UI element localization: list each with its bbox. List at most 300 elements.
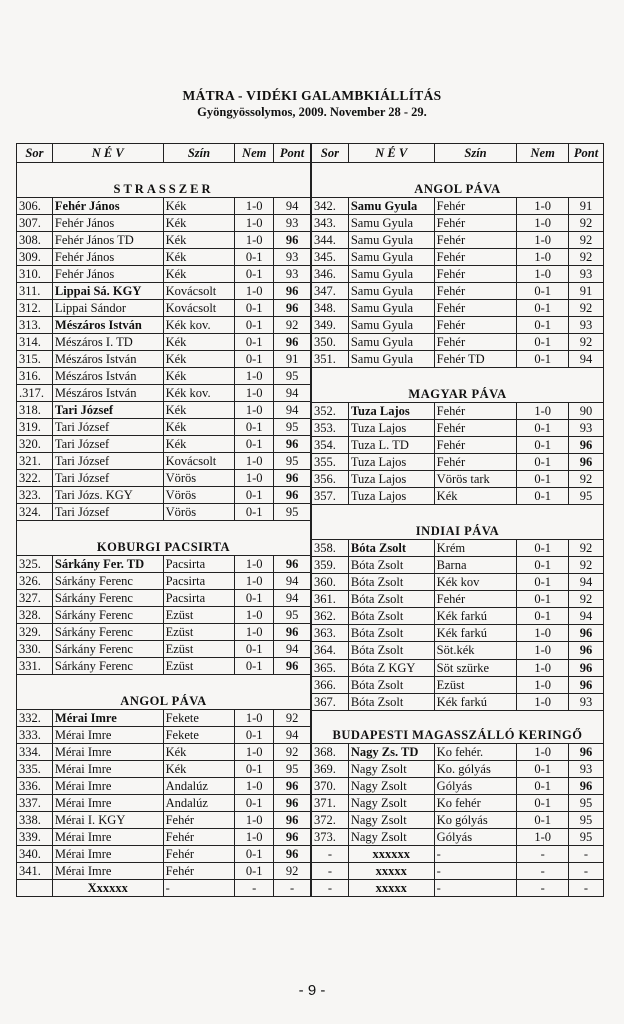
cell-pont: 96: [274, 778, 311, 795]
cell-nem: 1-0: [517, 659, 569, 676]
cell-sor: 362.: [312, 608, 349, 625]
cell-pont: 91: [569, 283, 604, 300]
cell-nem: 0-1: [235, 590, 274, 607]
section-title: KOBURGI PACSIRTA: [17, 521, 311, 556]
cell-szin: Fehér: [434, 437, 517, 454]
cell-pont: 92: [569, 591, 604, 608]
cell-sor: 316.: [17, 368, 53, 385]
cell-nem: 0-1: [517, 283, 569, 300]
header-sor: Sor: [17, 144, 53, 163]
cell-szin: -: [434, 862, 517, 879]
cell-pont: 94: [274, 727, 311, 744]
table-row: [17, 249, 311, 266]
cell-nem: 0-1: [235, 504, 274, 521]
table-row: [17, 778, 311, 795]
cell-nev: xxxxx: [348, 862, 434, 879]
cell-szin: Vörös: [163, 504, 235, 521]
cell-nem: 1-0: [235, 215, 274, 232]
cell-nem: 1-0: [235, 368, 274, 385]
cell-nem: 0-1: [235, 761, 274, 778]
cell-nem: 0-1: [235, 300, 274, 317]
cell-szin: Fehér: [434, 420, 517, 437]
cell-nem: -: [517, 879, 569, 896]
cell-sor: 312.: [17, 300, 53, 317]
section-title: INDIAI PÁVA: [312, 505, 604, 540]
table-row: [312, 845, 604, 862]
cell-sor: 345.: [312, 249, 349, 266]
cell-szin: Kék: [163, 368, 235, 385]
cell-sor: 372.: [312, 811, 349, 828]
cell-szin: Fehér: [434, 334, 517, 351]
cell-szin: Fehér: [163, 829, 235, 846]
cell-sor: 330.: [17, 641, 53, 658]
cell-nev: Tuza Lajos: [348, 403, 434, 420]
cell-nem: 0-1: [235, 727, 274, 744]
cell-pont: 94: [274, 590, 311, 607]
cell-nem: 1-0: [517, 676, 569, 693]
cell-nev: Mészáros István: [52, 368, 163, 385]
cell-sor: 348.: [312, 300, 349, 317]
cell-sor: 319.: [17, 419, 53, 436]
cell-nem: 0-1: [517, 437, 569, 454]
cell-sor: 324.: [17, 504, 53, 521]
cell-pont: 93: [569, 266, 604, 283]
cell-szin: Kék: [163, 351, 235, 368]
cell-sor: 309.: [17, 249, 53, 266]
cell-nev: Bóta Z KGY: [348, 659, 434, 676]
table-row: [17, 556, 311, 573]
cell-nem: 0-1: [517, 557, 569, 574]
cell-sor: 311.: [17, 283, 53, 300]
cell-szin: Andalúz: [163, 778, 235, 795]
cell-pont: 95: [569, 794, 604, 811]
cell-pont: 93: [569, 420, 604, 437]
cell-pont: 94: [274, 573, 311, 590]
cell-szin: Andalúz: [163, 795, 235, 812]
cell-pont: 93: [569, 317, 604, 334]
table-row: [17, 283, 311, 300]
cell-nev: Bóta Zsolt: [348, 676, 434, 693]
cell-pont: 96: [569, 625, 604, 642]
cell-nem: 0-1: [517, 777, 569, 794]
cell-szin: Pacsirta: [163, 573, 235, 590]
cell-nev: Samu Gyula: [348, 283, 434, 300]
table-row: [312, 232, 604, 249]
cell-sor: [17, 880, 53, 897]
header-sor: Sor: [312, 144, 349, 163]
cell-nev: Lippai Sándor: [52, 300, 163, 317]
table-row: [312, 249, 604, 266]
cell-nev: Samu Gyula: [348, 317, 434, 334]
cell-nev: Sárkány Ferenc: [52, 590, 163, 607]
table-row: [17, 863, 311, 880]
cell-nev: Fehér János TD: [52, 232, 163, 249]
section-header-row: [312, 368, 604, 403]
cell-sor: 350.: [312, 334, 349, 351]
cell-pont: 96: [274, 846, 311, 863]
cell-nem: 0-1: [517, 760, 569, 777]
cell-nem: 0-1: [517, 334, 569, 351]
cell-szin: Pacsirta: [163, 556, 235, 573]
cell-nem: 1-0: [517, 828, 569, 845]
cell-nem: 1-0: [517, 642, 569, 659]
table-row: [17, 453, 311, 470]
cell-pont: 92: [569, 334, 604, 351]
cell-pont: 91: [274, 351, 311, 368]
cell-pont: -: [569, 845, 604, 862]
cell-nev: Nagy Zsolt: [348, 794, 434, 811]
cell-nev: Mérai Imre: [52, 761, 163, 778]
cell-szin: Kék: [163, 761, 235, 778]
table-row: [17, 744, 311, 761]
cell-nev: Tari József: [52, 453, 163, 470]
cell-sor: 320.: [17, 436, 53, 453]
cell-sor: 365.: [312, 659, 349, 676]
cell-szin: Ko. gólyás: [434, 760, 517, 777]
cell-nev: Tuza Lajos: [348, 471, 434, 488]
cell-nev: Bóta Zsolt: [348, 574, 434, 591]
table-row: [312, 676, 604, 693]
page-subtitle: Gyöngyössolymos, 2009. November 28 - 29.: [197, 105, 427, 119]
section-title: ANGOL PÁVA: [17, 675, 311, 710]
cell-sor: 354.: [312, 437, 349, 454]
cell-nev: Mészáros István: [52, 351, 163, 368]
cell-sor: 335.: [17, 761, 53, 778]
cell-nev: Mérai I. KGY: [52, 812, 163, 829]
cell-nev: Samu Gyula: [348, 334, 434, 351]
cell-nem: -: [235, 880, 274, 897]
table-row: [312, 608, 604, 625]
cell-sor: 358.: [312, 540, 349, 557]
header-nev: N É V: [348, 144, 434, 163]
cell-pont: 94: [569, 351, 604, 368]
cell-sor: 314.: [17, 334, 53, 351]
cell-pont: 96: [274, 658, 311, 675]
cell-nem: 1-0: [235, 556, 274, 573]
cell-pont: 94: [274, 198, 311, 215]
header-nem: Nem: [517, 144, 569, 163]
cell-sor: 355.: [312, 454, 349, 471]
cell-sor: 368.: [312, 743, 349, 760]
section-title: MAGYAR PÁVA: [312, 368, 604, 403]
cell-nev: Tari József: [52, 504, 163, 521]
cell-nev: Mérai Imre: [52, 727, 163, 744]
cell-nem: 1-0: [235, 812, 274, 829]
cell-szin: Fehér: [434, 249, 517, 266]
cell-szin: Fekete: [163, 710, 235, 727]
cell-nev: Samu Gyula: [348, 232, 434, 249]
cell-szin: Kovácsolt: [163, 300, 235, 317]
cell-pont: 96: [569, 659, 604, 676]
cell-nem: 0-1: [517, 454, 569, 471]
cell-sor: 373.: [312, 828, 349, 845]
cell-pont: -: [569, 879, 604, 896]
cell-sor: 361.: [312, 591, 349, 608]
cell-szin: Kék: [163, 436, 235, 453]
section-header-row: [17, 675, 311, 710]
cell-sor: 328.: [17, 607, 53, 624]
cell-pont: 91: [569, 198, 604, 215]
table-row: [312, 540, 604, 557]
cell-nev: Samu Gyula: [348, 266, 434, 283]
cell-szin: Ezüst: [163, 658, 235, 675]
cell-nem: 0-1: [235, 658, 274, 675]
cell-nev: Nagy Zsolt: [348, 828, 434, 845]
cell-nev: Tari József: [52, 419, 163, 436]
cell-szin: Fehér: [163, 863, 235, 880]
table-row: [17, 368, 311, 385]
cell-pont: 96: [569, 676, 604, 693]
cell-nem: 1-0: [517, 266, 569, 283]
cell-sor: 326.: [17, 573, 53, 590]
table-row: [312, 471, 604, 488]
cell-pont: 92: [274, 317, 311, 334]
cell-pont: 96: [569, 642, 604, 659]
cell-szin: Kék kov.: [163, 317, 235, 334]
cell-sor: 343.: [312, 215, 349, 232]
cell-nev: xxxxxx: [348, 845, 434, 862]
cell-nev: Sárkány Ferenc: [52, 624, 163, 641]
cell-pont: 93: [569, 693, 604, 710]
cell-nem: 1-0: [235, 402, 274, 419]
cell-pont: 96: [274, 829, 311, 846]
cell-nem: 0-1: [517, 608, 569, 625]
cell-sor: 325.: [17, 556, 53, 573]
cell-nev: Bóta Zsolt: [348, 625, 434, 642]
cell-nem: 0-1: [235, 795, 274, 812]
cell-nem: 1-0: [235, 283, 274, 300]
header-szin: Szín: [434, 144, 517, 163]
table-row: [17, 351, 311, 368]
cell-szin: Fehér: [434, 198, 517, 215]
cell-sor: 351.: [312, 351, 349, 368]
table-row: [17, 317, 311, 334]
cell-nev: Fehér János: [52, 215, 163, 232]
header-nev: N É V: [52, 144, 163, 163]
cell-nev: Lippai Sá. KGY: [52, 283, 163, 300]
cell-sor: 369.: [312, 760, 349, 777]
cell-sor: 321.: [17, 453, 53, 470]
cell-szin: Kék kov: [434, 574, 517, 591]
cell-nem: 0-1: [517, 540, 569, 557]
cell-pont: 94: [274, 641, 311, 658]
cell-szin: Pacsirta: [163, 590, 235, 607]
cell-szin: Ko fehér: [434, 794, 517, 811]
cell-pont: 96: [569, 454, 604, 471]
cell-nem: -: [517, 862, 569, 879]
table-row: [17, 573, 311, 590]
cell-nev: Fehér János: [52, 249, 163, 266]
cell-nem: 0-1: [235, 317, 274, 334]
cell-pont: 94: [569, 574, 604, 591]
cell-pont: 92: [569, 215, 604, 232]
cell-nem: 0-1: [517, 351, 569, 368]
table-row: [17, 470, 311, 487]
table-row: [312, 317, 604, 334]
cell-sor: 340.: [17, 846, 53, 863]
cell-szin: Fekete: [163, 727, 235, 744]
cell-sor: 363.: [312, 625, 349, 642]
section-header-row: [17, 163, 311, 198]
cell-pont: 95: [274, 761, 311, 778]
cell-sor: 333.: [17, 727, 53, 744]
cell-szin: Fehér: [434, 454, 517, 471]
cell-nev: Tuza Lajos: [348, 420, 434, 437]
table-row: [312, 403, 604, 420]
table-row: [17, 641, 311, 658]
cell-nem: 0-1: [235, 266, 274, 283]
cell-nev: Bóta Zsolt: [348, 540, 434, 557]
cell-pont: 96: [274, 300, 311, 317]
cell-szin: Vörös: [163, 487, 235, 504]
cell-nem: 0-1: [517, 471, 569, 488]
cell-nem: 0-1: [517, 811, 569, 828]
cell-sor: 359.: [312, 557, 349, 574]
cell-szin: -: [163, 880, 235, 897]
table-row: [17, 761, 311, 778]
cell-szin: Barna: [434, 557, 517, 574]
cell-nev: Sárkány Ferenc: [52, 573, 163, 590]
table-row: [312, 760, 604, 777]
cell-sor: 310.: [17, 266, 53, 283]
cell-nev: Tuza Lajos: [348, 488, 434, 505]
cell-nem: 0-1: [517, 420, 569, 437]
cell-sor: 371.: [312, 794, 349, 811]
cell-szin: Gólyás: [434, 777, 517, 794]
table-row: [17, 419, 311, 436]
cell-nem: 1-0: [235, 778, 274, 795]
cell-nev: Tari József: [52, 436, 163, 453]
cell-sor: 334.: [17, 744, 53, 761]
section-title: ANGOL PÁVA: [312, 163, 604, 198]
table-row: [312, 574, 604, 591]
cell-szin: Fehér: [434, 403, 517, 420]
cell-nev: Sárkány Ferenc: [52, 658, 163, 675]
cell-pont: 90: [569, 403, 604, 420]
table-row: [17, 795, 311, 812]
cell-nev: Mérai Imre: [52, 778, 163, 795]
table-header-row: [312, 144, 604, 163]
cell-szin: Kék: [163, 744, 235, 761]
cell-pont: 94: [274, 385, 311, 402]
table-row: [17, 846, 311, 863]
cell-nem: 0-1: [235, 487, 274, 504]
page-number: - 9 -: [298, 982, 326, 999]
cell-pont: 96: [274, 556, 311, 573]
cell-szin: Kék: [163, 402, 235, 419]
cell-nev: Mészáros I. TD: [52, 334, 163, 351]
cell-sor: 338.: [17, 812, 53, 829]
table-row: [312, 625, 604, 642]
cell-sor: 346.: [312, 266, 349, 283]
cell-szin: Krém: [434, 540, 517, 557]
cell-sor: 318.: [17, 402, 53, 419]
table-row: [17, 829, 311, 846]
cell-szin: Kék: [163, 266, 235, 283]
cell-pont: 96: [274, 624, 311, 641]
cell-sor: 370.: [312, 777, 349, 794]
cell-szin: -: [434, 845, 517, 862]
header-szin: Szín: [163, 144, 235, 163]
cell-pont: 95: [569, 811, 604, 828]
cell-pont: 96: [274, 470, 311, 487]
cell-pont: 96: [274, 812, 311, 829]
cell-szin: Söt.kék: [434, 642, 517, 659]
cell-nem: 1-0: [517, 232, 569, 249]
table-row: [312, 351, 604, 368]
cell-nev: Samu Gyula: [348, 198, 434, 215]
table-row: [17, 590, 311, 607]
table-row: [312, 215, 604, 232]
cell-nem: 1-0: [235, 829, 274, 846]
cell-szin: Fehér: [434, 266, 517, 283]
cell-sor: 329.: [17, 624, 53, 641]
cell-sor: -: [312, 862, 349, 879]
cell-szin: Kék: [163, 419, 235, 436]
cell-pont: 95: [274, 607, 311, 624]
cell-nev: Sárkány Ferenc: [52, 607, 163, 624]
results-table: [16, 143, 604, 897]
cell-nev: Mészáros István: [52, 317, 163, 334]
cell-sor: 352.: [312, 403, 349, 420]
right-column-table: [311, 143, 604, 897]
cell-nev: Sárkány Fer. TD: [52, 556, 163, 573]
cell-nem: 0-1: [235, 846, 274, 863]
cell-nem: 1-0: [517, 198, 569, 215]
cell-szin: Kék: [163, 198, 235, 215]
section-header-row: [17, 521, 311, 556]
cell-pont: 95: [274, 504, 311, 521]
table-row: [312, 879, 604, 896]
cell-nem: 0-1: [517, 591, 569, 608]
cell-nev: Mérai Imre: [52, 846, 163, 863]
cell-pont: 93: [274, 249, 311, 266]
cell-pont: 95: [274, 419, 311, 436]
cell-szin: Kék kov.: [163, 385, 235, 402]
cell-pont: 93: [274, 215, 311, 232]
table-row: [17, 880, 311, 897]
cell-nem: 1-0: [235, 624, 274, 641]
cell-nem: 1-0: [235, 198, 274, 215]
cell-szin: Kovácsolt: [163, 283, 235, 300]
cell-nem: 0-1: [517, 317, 569, 334]
table-header-row: [17, 144, 311, 163]
cell-nev: Samu Gyula: [348, 249, 434, 266]
cell-nem: -: [517, 845, 569, 862]
cell-szin: Kovácsolt: [163, 453, 235, 470]
cell-szin: Kék farkú: [434, 625, 517, 642]
table-row: [312, 420, 604, 437]
cell-nev: Nagy Zsolt: [348, 777, 434, 794]
cell-nev: Fehér János: [52, 266, 163, 283]
table-row: [312, 334, 604, 351]
table-row: [17, 710, 311, 727]
table-row: [312, 794, 604, 811]
cell-nem: 1-0: [235, 710, 274, 727]
cell-pont: 95: [569, 828, 604, 845]
cell-nev: Bóta Zsolt: [348, 557, 434, 574]
table-row: [312, 198, 604, 215]
cell-szin: Fehér: [434, 317, 517, 334]
cell-szin: Ko gólyás: [434, 811, 517, 828]
cell-pont: 96: [569, 437, 604, 454]
cell-pont: 93: [569, 760, 604, 777]
cell-szin: Fehér TD: [434, 351, 517, 368]
cell-sor: 342.: [312, 198, 349, 215]
left-column-table: [16, 143, 311, 897]
cell-nem: 1-0: [235, 470, 274, 487]
cell-nem: 1-0: [235, 232, 274, 249]
